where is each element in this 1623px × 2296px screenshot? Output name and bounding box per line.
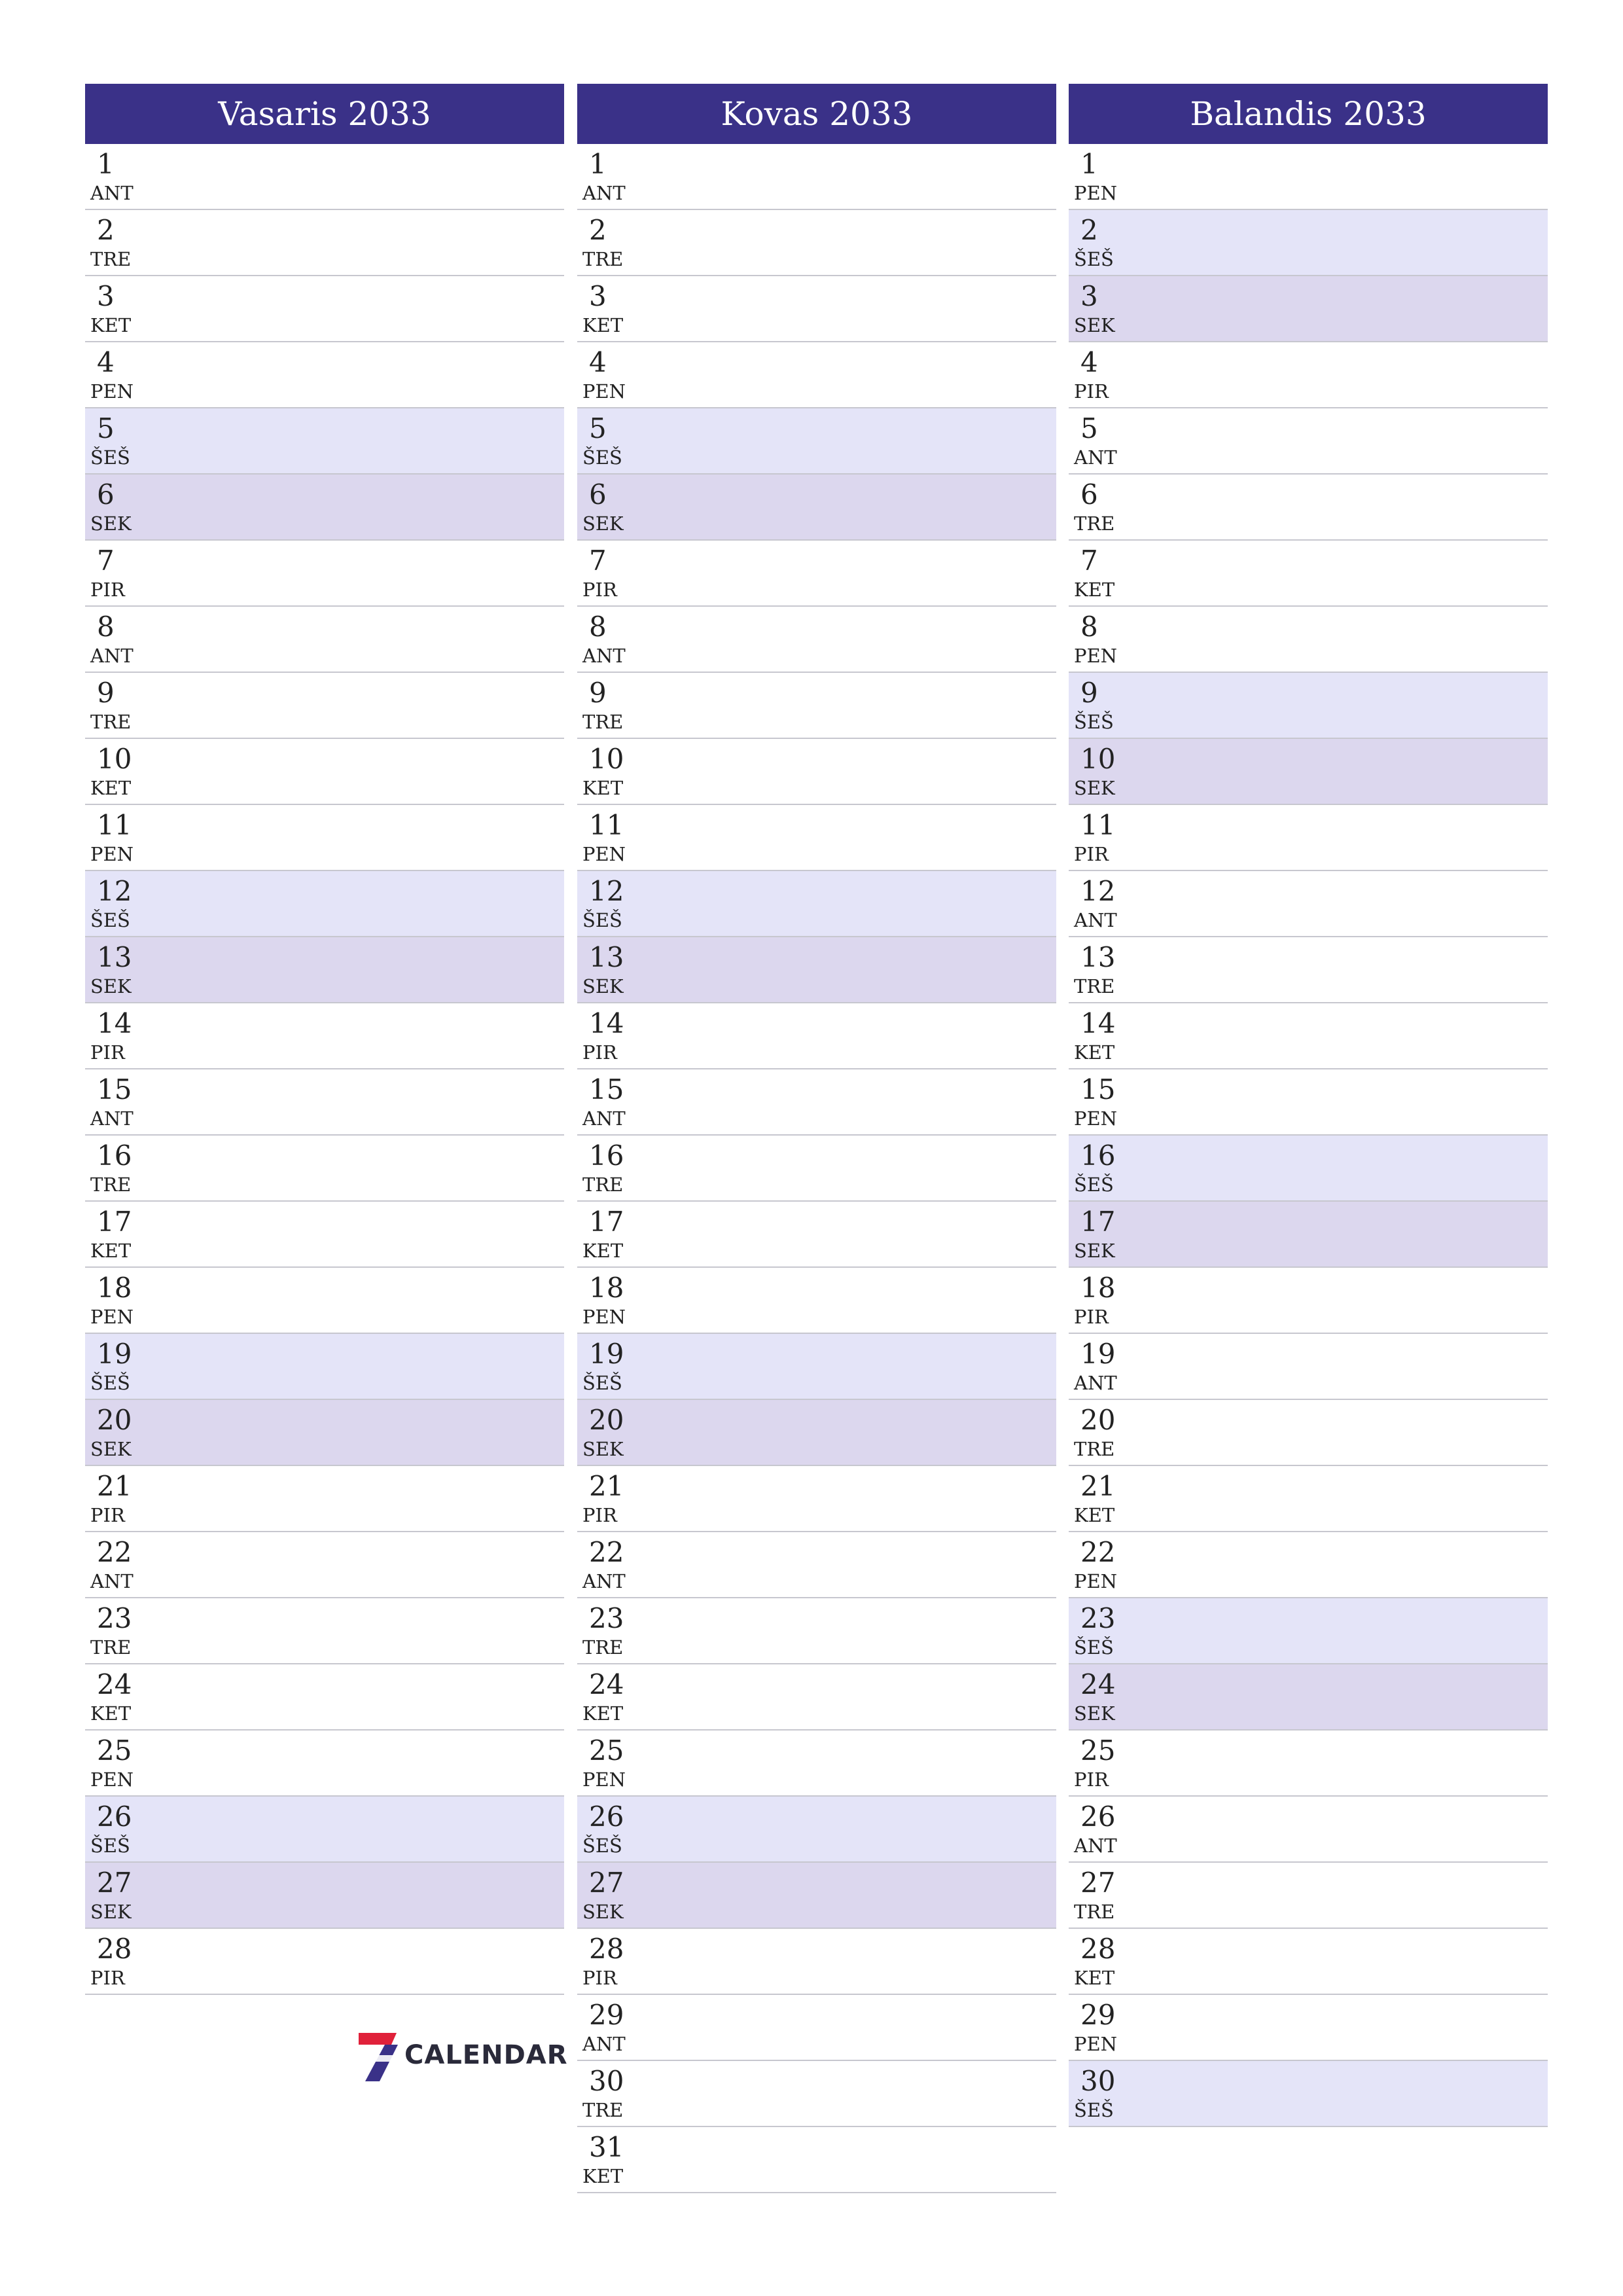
day-row [85, 342, 564, 408]
day-row [1069, 1003, 1548, 1069]
day-number: 7 [1080, 545, 1098, 577]
day-name: TRE [582, 711, 624, 733]
day-number: 17 [589, 1206, 624, 1238]
day-number: 30 [1080, 2065, 1116, 2097]
day-row [85, 937, 564, 1003]
day-number: 28 [1080, 1933, 1116, 1965]
day-row [85, 408, 564, 475]
day-name: KET [1074, 1041, 1115, 1064]
day-number: 5 [589, 412, 607, 444]
day-name: TRE [90, 711, 132, 733]
day-number: 30 [589, 2065, 624, 2097]
day-name: ŠEŠ [1074, 2099, 1114, 2121]
day-row [1069, 1400, 1548, 1466]
day-row [85, 1731, 564, 1797]
day-row [85, 1003, 564, 1069]
day-row [1069, 739, 1548, 805]
day-row [1069, 1598, 1548, 1664]
day-name: PIR [582, 1041, 617, 1064]
day-number: 15 [1080, 1073, 1116, 1105]
day-number: 22 [1080, 1536, 1116, 1568]
day-row [85, 541, 564, 607]
day-name: ŠEŠ [1074, 1636, 1114, 1659]
day-row [1069, 1797, 1548, 1863]
day-number: 29 [1080, 1999, 1116, 2031]
day-row [577, 1598, 1056, 1664]
day-name: PIR [1074, 380, 1109, 403]
day-row [577, 1664, 1056, 1731]
day-row [1069, 805, 1548, 871]
day-row [1069, 408, 1548, 475]
day-name: ANT [90, 1107, 134, 1130]
day-name: PIR [582, 1504, 617, 1526]
day-number: 18 [97, 1272, 132, 1304]
day-row [577, 2061, 1056, 2127]
day-number: 24 [97, 1668, 132, 1700]
day-row [1069, 1136, 1548, 1202]
day-name: TRE [1074, 1901, 1115, 1923]
day-row [577, 1003, 1056, 1069]
day-number: 6 [589, 478, 607, 511]
day-name: PEN [90, 1768, 134, 1791]
day-number: 21 [589, 1470, 624, 1502]
day-name: ANT [1074, 1835, 1117, 1857]
day-name: SEK [1074, 314, 1115, 336]
day-row [85, 1532, 564, 1598]
day-name: PEN [582, 1306, 626, 1328]
day-row [577, 1532, 1056, 1598]
day-number: 5 [97, 412, 115, 444]
day-row [577, 1731, 1056, 1797]
day-row [85, 1466, 564, 1532]
day-row [1069, 1664, 1548, 1731]
day-name: PEN [1074, 1107, 1118, 1130]
day-number: 6 [1080, 478, 1098, 511]
day-name: ANT [1074, 1372, 1117, 1394]
day-number: 21 [97, 1470, 132, 1502]
day-row [577, 2127, 1056, 2193]
day-number: 4 [589, 346, 607, 378]
day-row [577, 475, 1056, 541]
day-list [85, 144, 564, 1995]
day-name: PIR [90, 579, 125, 601]
day-number: 12 [97, 875, 132, 907]
day-name: PEN [1074, 645, 1118, 667]
day-row [1069, 541, 1548, 607]
day-row [85, 210, 564, 276]
day-row [1069, 1995, 1548, 2061]
logo-text: CALENDAR [404, 2040, 568, 2070]
day-row [1069, 475, 1548, 541]
day-number: 11 [1080, 809, 1116, 841]
day-row [85, 144, 564, 210]
day-row [85, 607, 564, 673]
day-name: SEK [1074, 777, 1115, 799]
day-row [85, 871, 564, 937]
day-number: 22 [97, 1536, 132, 1568]
day-number: 2 [1080, 214, 1098, 246]
month-column-2 [1069, 84, 1548, 2127]
day-name: KET [90, 314, 132, 336]
day-name: SEK [582, 512, 624, 535]
day-name: PIR [1074, 1306, 1109, 1328]
day-name: SEK [90, 1901, 132, 1923]
day-row [577, 1268, 1056, 1334]
day-number: 8 [97, 611, 115, 643]
day-number: 7 [589, 545, 607, 577]
day-name: KET [1074, 579, 1115, 601]
day-row [85, 1136, 564, 1202]
day-number: 28 [97, 1933, 132, 1965]
day-row [1069, 144, 1548, 210]
day-name: PEN [90, 1306, 134, 1328]
logo-seven-blue [365, 2045, 398, 2081]
month-column-0 [85, 84, 564, 1995]
day-row [577, 1136, 1056, 1202]
day-row [1069, 342, 1548, 408]
day-number: 14 [1080, 1007, 1116, 1039]
day-row [1069, 1069, 1548, 1136]
day-row [577, 1995, 1056, 2061]
day-number: 7 [97, 545, 115, 577]
day-row [577, 1400, 1056, 1466]
day-number: 9 [589, 677, 607, 709]
month-title: Balandis 2033 [1069, 84, 1548, 144]
day-number: 16 [97, 1139, 132, 1172]
day-number: 14 [97, 1007, 132, 1039]
day-row [1069, 1466, 1548, 1532]
day-number: 4 [97, 346, 115, 378]
day-row [1069, 1731, 1548, 1797]
day-number: 22 [589, 1536, 624, 1568]
month-column-1 [577, 84, 1056, 2193]
day-name: SEK [90, 975, 132, 997]
day-name: ANT [582, 1107, 626, 1130]
day-name: KET [582, 1240, 624, 1262]
day-number: 24 [1080, 1668, 1116, 1700]
day-number: 20 [589, 1404, 624, 1436]
day-name: ŠEŠ [90, 1372, 130, 1394]
day-row [577, 1929, 1056, 1995]
day-row [577, 408, 1056, 475]
logo-seven-red [359, 2033, 397, 2045]
day-name: PIR [90, 1504, 125, 1526]
day-row [85, 1334, 564, 1400]
day-number: 25 [589, 1734, 624, 1767]
day-name: TRE [582, 1636, 624, 1659]
day-name: KET [90, 1702, 132, 1725]
day-number: 1 [97, 148, 115, 180]
day-name: KET [582, 777, 624, 799]
day-row [1069, 1929, 1548, 1995]
day-row [577, 1863, 1056, 1929]
day-name: SEK [1074, 1702, 1115, 1725]
day-name: SEK [90, 512, 132, 535]
day-row [577, 144, 1056, 210]
day-row [1069, 937, 1548, 1003]
day-name: TRE [1074, 975, 1115, 997]
day-number: 10 [1080, 743, 1116, 775]
day-name: PEN [582, 380, 626, 403]
day-number: 3 [589, 280, 607, 312]
day-number: 8 [589, 611, 607, 643]
day-row [85, 1268, 564, 1334]
day-name: PEN [90, 380, 134, 403]
day-number: 13 [1080, 941, 1116, 973]
day-row [85, 1069, 564, 1136]
day-number: 16 [589, 1139, 624, 1172]
day-row [85, 1400, 564, 1466]
day-name: ŠEŠ [582, 909, 622, 931]
day-number: 17 [97, 1206, 132, 1238]
day-name: ŠEŠ [90, 1835, 130, 1857]
day-name: ANT [582, 1570, 626, 1592]
day-number: 26 [97, 1801, 132, 1833]
day-name: PIR [90, 1041, 125, 1064]
day-name: TRE [582, 248, 624, 270]
day-row [1069, 1334, 1548, 1400]
day-row [577, 937, 1056, 1003]
day-number: 19 [97, 1338, 132, 1370]
day-number: 28 [589, 1933, 624, 1965]
day-row [577, 607, 1056, 673]
day-number: 27 [1080, 1867, 1116, 1899]
month-title: Kovas 2033 [577, 84, 1056, 144]
day-number: 20 [1080, 1404, 1116, 1436]
day-name: ANT [90, 182, 134, 204]
day-name: ANT [90, 1570, 134, 1592]
day-name: ŠEŠ [90, 446, 130, 469]
day-number: 19 [589, 1338, 624, 1370]
day-number: 25 [97, 1734, 132, 1767]
day-number: 11 [97, 809, 132, 841]
day-name: SEK [582, 975, 624, 997]
day-name: KET [1074, 1504, 1115, 1526]
day-name: PIR [1074, 843, 1109, 865]
day-name: TRE [1074, 512, 1115, 535]
day-name: PEN [582, 1768, 626, 1791]
day-name: ŠEŠ [1074, 711, 1114, 733]
day-name: PEN [90, 843, 134, 865]
day-name: SEK [582, 1901, 624, 1923]
day-row [577, 673, 1056, 739]
day-number: 11 [589, 809, 624, 841]
day-row [85, 1664, 564, 1731]
day-name: SEK [1074, 1240, 1115, 1262]
day-name: ŠEŠ [582, 1372, 622, 1394]
day-name: ANT [582, 182, 626, 204]
day-row [1069, 1268, 1548, 1334]
day-name: KET [90, 777, 132, 799]
day-name: KET [1074, 1967, 1115, 1989]
day-number: 1 [589, 148, 607, 180]
day-row [1069, 673, 1548, 739]
day-name: PIR [582, 1967, 617, 1989]
day-row [1069, 871, 1548, 937]
day-number: 10 [589, 743, 624, 775]
day-number: 6 [97, 478, 115, 511]
day-row [1069, 1863, 1548, 1929]
day-name: SEK [582, 1438, 624, 1460]
day-name: SEK [90, 1438, 132, 1460]
day-name: ANT [1074, 446, 1117, 469]
day-number: 5 [1080, 412, 1098, 444]
day-row [1069, 1532, 1548, 1598]
day-name: ANT [1074, 909, 1117, 931]
day-list [577, 144, 1056, 2193]
day-number: 18 [1080, 1272, 1116, 1304]
day-number: 13 [589, 941, 624, 973]
day-number: 12 [589, 875, 624, 907]
day-row [577, 1202, 1056, 1268]
logo-seven-stripe [365, 2055, 394, 2062]
day-row [1069, 1202, 1548, 1268]
day-name: ŠEŠ [582, 1835, 622, 1857]
day-number: 25 [1080, 1734, 1116, 1767]
day-name: PEN [1074, 182, 1118, 204]
day-number: 17 [1080, 1206, 1116, 1238]
day-name: TRE [582, 2099, 624, 2121]
day-row [577, 276, 1056, 342]
day-row [1069, 276, 1548, 342]
day-name: PEN [582, 843, 626, 865]
day-row [85, 1797, 564, 1863]
day-name: KET [582, 314, 624, 336]
day-name: ANT [582, 645, 626, 667]
day-row [577, 210, 1056, 276]
day-number: 23 [589, 1602, 624, 1634]
day-row [577, 1334, 1056, 1400]
day-number: 18 [589, 1272, 624, 1304]
day-number: 20 [97, 1404, 132, 1436]
day-number: 4 [1080, 346, 1098, 378]
day-number: 16 [1080, 1139, 1116, 1172]
day-name: ŠEŠ [90, 909, 130, 931]
day-row [85, 739, 564, 805]
day-row [577, 871, 1056, 937]
day-number: 29 [589, 1999, 624, 2031]
day-list [1069, 144, 1548, 2127]
day-number: 15 [97, 1073, 132, 1105]
day-name: PEN [1074, 1570, 1118, 1592]
day-number: 10 [97, 743, 132, 775]
day-number: 21 [1080, 1470, 1116, 1502]
day-number: 9 [97, 677, 115, 709]
day-row [577, 1069, 1056, 1136]
day-name: PIR [90, 1967, 125, 1989]
day-row [577, 1797, 1056, 1863]
day-number: 13 [97, 941, 132, 973]
day-number: 27 [589, 1867, 624, 1899]
day-name: PIR [1074, 1768, 1109, 1791]
day-row [85, 673, 564, 739]
day-number: 19 [1080, 1338, 1116, 1370]
day-number: 31 [589, 2131, 624, 2163]
day-number: 26 [589, 1801, 624, 1833]
day-row [577, 541, 1056, 607]
day-name: TRE [1074, 1438, 1115, 1460]
day-row [1069, 2061, 1548, 2127]
month-title: Vasaris 2033 [85, 84, 564, 144]
day-row [85, 475, 564, 541]
day-name: TRE [90, 248, 132, 270]
day-name: TRE [90, 1636, 132, 1659]
day-name: ANT [582, 2033, 626, 2055]
day-name: ŠEŠ [582, 446, 622, 469]
day-row [577, 342, 1056, 408]
day-name: KET [582, 2165, 624, 2187]
day-name: TRE [90, 1174, 132, 1196]
day-row [85, 1929, 564, 1995]
day-name: PIR [582, 579, 617, 601]
day-row [85, 805, 564, 871]
day-name: PEN [1074, 2033, 1118, 2055]
day-name: ŠEŠ [1074, 248, 1114, 270]
day-row [577, 1466, 1056, 1532]
day-number: 14 [589, 1007, 624, 1039]
day-row [577, 739, 1056, 805]
day-row [1069, 210, 1548, 276]
day-number: 27 [97, 1867, 132, 1899]
day-number: 2 [97, 214, 115, 246]
day-number: 9 [1080, 677, 1098, 709]
day-name: TRE [582, 1174, 624, 1196]
day-row [85, 1598, 564, 1664]
day-number: 23 [1080, 1602, 1116, 1634]
day-number: 24 [589, 1668, 624, 1700]
day-name: KET [582, 1702, 624, 1725]
day-name: ANT [90, 645, 134, 667]
day-number: 3 [1080, 280, 1098, 312]
day-number: 8 [1080, 611, 1098, 643]
day-name: KET [90, 1240, 132, 1262]
day-number: 2 [589, 214, 607, 246]
day-name: ŠEŠ [1074, 1174, 1114, 1196]
day-number: 23 [97, 1602, 132, 1634]
day-number: 26 [1080, 1801, 1116, 1833]
day-row [577, 805, 1056, 871]
day-number: 15 [589, 1073, 624, 1105]
day-row [1069, 607, 1548, 673]
day-number: 12 [1080, 875, 1116, 907]
day-row [85, 276, 564, 342]
day-row [85, 1202, 564, 1268]
day-number: 1 [1080, 148, 1098, 180]
day-number: 3 [97, 280, 115, 312]
day-row [85, 1863, 564, 1929]
